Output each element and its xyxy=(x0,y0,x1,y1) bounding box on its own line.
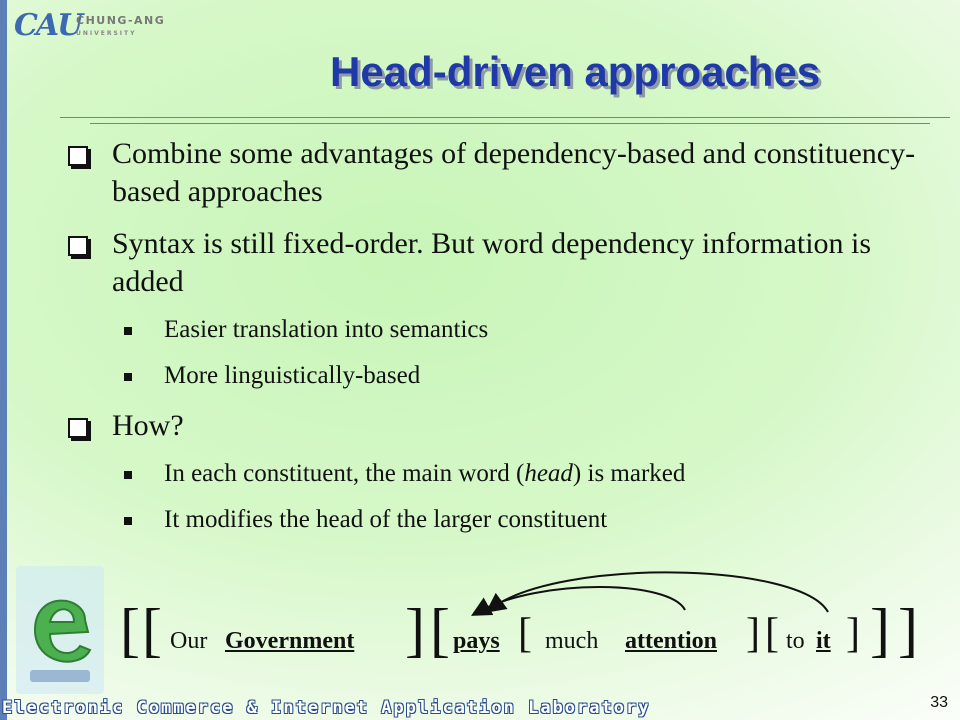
logo-name: CHUNG-ANG xyxy=(76,14,166,27)
sub-bullet-text-start: In each constituent, the main word ( xyxy=(164,460,525,487)
title-rule-bottom xyxy=(90,123,930,124)
word-our: Our xyxy=(170,628,208,654)
slide-title: Head-driven approaches xyxy=(330,48,821,95)
bracket-close: ] xyxy=(870,597,890,663)
sub-bullet-item xyxy=(68,505,938,535)
bracket-open: [ xyxy=(765,611,779,657)
square-bullet-icon xyxy=(124,327,132,335)
checkbox-bullet-icon xyxy=(68,418,88,438)
university-logo xyxy=(14,8,174,48)
square-bullet-icon xyxy=(124,373,132,381)
sub-bullet-item xyxy=(68,459,938,489)
bracket-close: ] xyxy=(405,597,425,663)
bracket-open: [ xyxy=(430,597,450,663)
bracket-open: [ xyxy=(518,611,532,657)
sub-bullet-text: It modifies the head of the larger constituent xyxy=(164,506,608,533)
bullet-item xyxy=(68,225,938,301)
bullet-text: How? xyxy=(112,409,184,442)
square-bullet-icon xyxy=(124,517,132,525)
word-to: to xyxy=(786,628,805,654)
word-government: Government xyxy=(225,628,355,654)
checkbox-bullet-icon xyxy=(68,236,88,256)
sub-bullet-text: Easier translation into semantics xyxy=(164,316,489,343)
bracket-close: ] xyxy=(846,611,860,657)
footer-banner xyxy=(0,698,960,720)
word-attention: attention xyxy=(625,628,717,654)
sub-bullet-text-end: ) is marked xyxy=(572,460,686,487)
sub-bullet-text: More linguistically-based xyxy=(164,362,421,389)
logo-subtitle: UNIVERSITY xyxy=(76,30,137,37)
bullet-text: Combine some advantages of dependency-based and constituency-based approaches xyxy=(112,137,916,208)
bullet-item xyxy=(68,407,938,445)
bullet-text: Syntax is still fixed-order. But word dependency information is added xyxy=(112,227,872,298)
lab-name: Electronic Commerce & Internet Application Laboratory xyxy=(2,698,651,718)
checkbox-bullet-icon xyxy=(68,146,88,166)
square-bullet-icon xyxy=(124,471,132,479)
bracket-open: [ xyxy=(120,597,140,663)
sub-bullet-item xyxy=(68,315,938,345)
word-it: it xyxy=(816,628,831,654)
head-dependency-example xyxy=(0,560,960,680)
title-rule-top xyxy=(60,117,950,118)
bullet-item xyxy=(68,135,938,211)
arrow-attention-to-pays xyxy=(478,587,685,612)
bracket-close: ] xyxy=(746,611,760,657)
bracket-close: ] xyxy=(898,597,918,663)
word-much: much xyxy=(545,628,599,654)
page-number: 33 xyxy=(930,694,948,711)
word-pays: pays xyxy=(453,628,500,654)
sub-bullet-text-italic: head xyxy=(524,460,573,487)
bullet-list xyxy=(68,135,938,551)
bracket-open: [ xyxy=(142,597,162,663)
logo-script: CAU xyxy=(14,8,82,43)
sub-bullet-item xyxy=(68,361,938,391)
